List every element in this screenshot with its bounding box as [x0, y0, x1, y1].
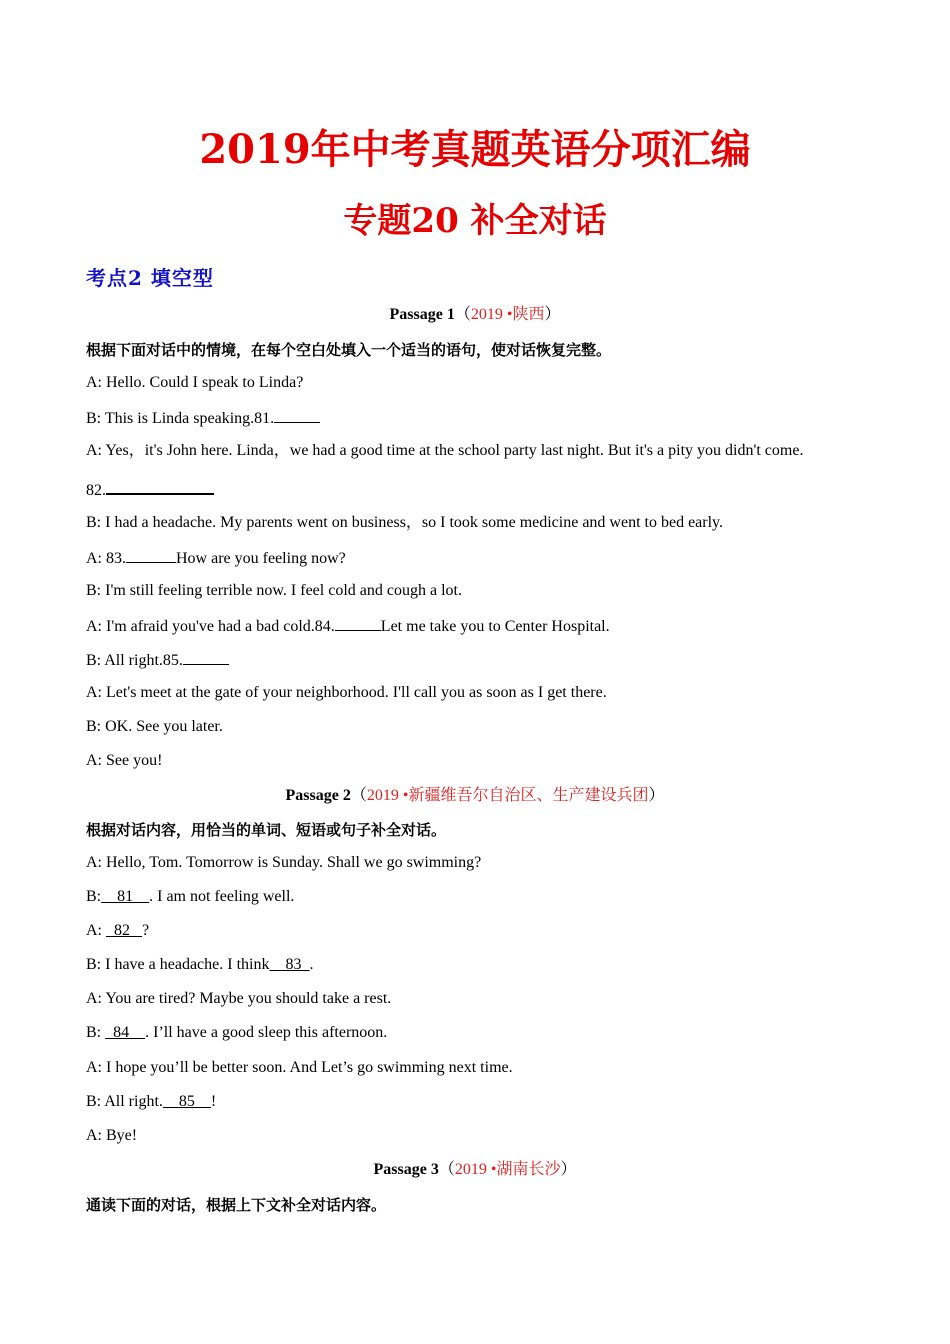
dialogue-line: 82. [86, 477, 890, 502]
passage1-source: 2019 •陕西 [470, 306, 545, 323]
dialogue-line: A: Yes，it's John here. Linda，we had a good time at the school party last night. But it's a pity you didn't come. [86, 442, 804, 459]
document-title: 2019年中考真题英语分项汇编 [199, 126, 751, 173]
dialogue-line: B: I had a headache. My parents went on business，so I took some medicine and went to bed early. [86, 514, 724, 531]
answer-blank-81 [274, 406, 320, 423]
answer-blank-83 [126, 546, 176, 563]
dialogue-line: B: OK. See you later. [86, 718, 223, 735]
passage1-instruction: 根据下面对话中的情境，在每个空白处填入一个适当的语句，使对话恢复完整。 [86, 341, 612, 359]
passage2-title: Passage 2 [285, 787, 351, 804]
dialogue-line: B: I'm still feeling terrible now. I feel cold and cough a lot. [86, 582, 462, 599]
dialogue-line: B: I have a headache. I think 83 . [86, 956, 314, 973]
dialogue-line: A: I'm afraid you've had a bad cold.84. Let me take you to Center Hospital. [86, 614, 890, 638]
answer-blank-82: 82 [106, 922, 142, 939]
dialogue-line: B: All right. 85 ! [86, 1093, 217, 1110]
passage3-title: Passage 3 [373, 1161, 439, 1178]
dialogue-line: A: Hello. Could I speak to Linda? [86, 374, 304, 391]
passage2-heading: Passage 2（2019 •新疆维吾尔自治区、生产建设兵团） [285, 787, 665, 804]
dialogue-line: A: Hello, Tom. Tomorrow is Sunday. Shall we go swimming? [86, 854, 482, 871]
passage2-instruction: 根据对话内容，用恰当的单词、短语或句子补全对话。 [86, 821, 447, 839]
section-heading: 考点2 填空型 [86, 266, 214, 290]
answer-blank-82 [106, 477, 214, 495]
dialogue-line: A: See you! [86, 752, 163, 769]
answer-blank-84: 84 [105, 1024, 146, 1041]
dialogue-line: B: 81 . I am not feeling well. [86, 888, 295, 905]
dialogue-line: A: I hope you’ll be better soon. And Let’s go swimming next time. [86, 1059, 513, 1076]
answer-blank-85 [183, 648, 229, 665]
passage1-title: Passage 1 [389, 306, 455, 323]
dialogue-line: B: 84 . I’ll have a good sleep this afternoon. [86, 1024, 388, 1041]
answer-blank-85: 85 [162, 1093, 211, 1110]
passage3-source: 2019 •湖南长沙 [454, 1161, 561, 1178]
dialogue-line: A: 83. How are you feeling now? [86, 546, 890, 570]
dialogue-line: A: You are tired? Maybe you should take a rest. [86, 990, 392, 1007]
passage3-instruction: 通读下面的对话，根据上下文补全对话内容。 [86, 1196, 387, 1214]
passage1-heading: Passage 1（2019 •陕西） [389, 306, 561, 323]
passage3-heading: Passage 3（2019 •湖南长沙） [373, 1161, 577, 1178]
dialogue-line: B: All right.85. [86, 648, 890, 672]
answer-blank-81: 81 [101, 888, 150, 905]
document-subtitle: 专题20 补全对话 [343, 201, 607, 241]
passage2-source: 2019 •新疆维吾尔自治区、生产建设兵团 [366, 787, 649, 804]
answer-blank-84 [335, 614, 381, 631]
dialogue-line: A: Bye! [86, 1127, 138, 1144]
dialogue-line: A: Let's meet at the gate of your neighborhood. I'll call you as soon as I get there. [86, 684, 607, 701]
answer-blank-83: 83 [269, 956, 310, 973]
dialogue-line: B: This is Linda speaking.81. [86, 406, 890, 430]
dialogue-line: A: 82 ? [86, 922, 150, 939]
